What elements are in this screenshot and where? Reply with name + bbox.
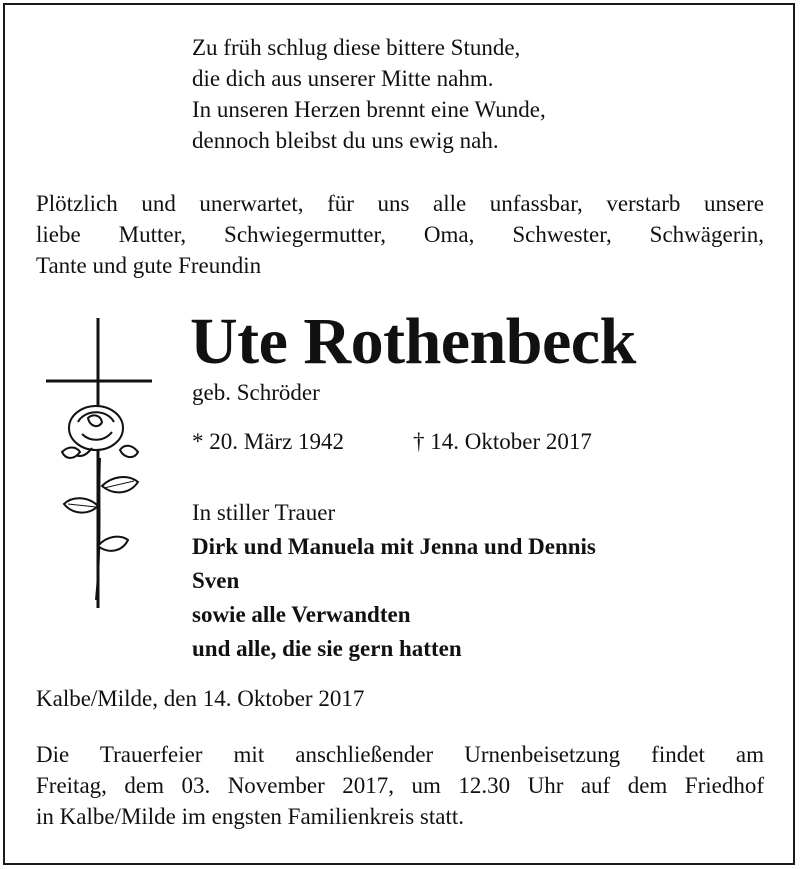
poem-line: In unseren Herzen brennt eine Wunde, bbox=[192, 97, 546, 122]
funeral-line: Die Trauerfeier mit anschließender Urnenbeisetzung findet am bbox=[36, 742, 764, 767]
mourner-line: Sven bbox=[192, 568, 240, 593]
mourning-intro: In stiller Trauer bbox=[192, 500, 336, 525]
deceased-name: Ute Rothenbeck bbox=[190, 305, 636, 378]
cross-rose-symbol bbox=[40, 318, 160, 618]
rose-icon bbox=[62, 406, 138, 600]
funeral-line: Freitag, dem 03. November 2017, um 12.30 Uhr auf dem Friedhof bbox=[36, 773, 764, 798]
funeral-line: in Kalbe/Milde im engsten Familienkreis statt. bbox=[36, 804, 464, 829]
funeral-info bbox=[36, 739, 764, 832]
place-date: Kalbe/Milde, den 14. Oktober 2017 bbox=[36, 686, 365, 711]
mourner-line: sowie alle Verwandten bbox=[192, 602, 411, 627]
mourners bbox=[192, 496, 596, 666]
poem-line: die dich aus unserer Mitte nahm. bbox=[192, 66, 494, 91]
announcement-line: Plötzlich und unerwartet, für uns alle unfassbar, verstarb unsere bbox=[36, 191, 764, 216]
death-date: † 14. Oktober 2017 bbox=[413, 429, 592, 454]
poem-line: Zu früh schlug diese bittere Stunde, bbox=[192, 35, 521, 60]
birth-date: * 20. März 1942 bbox=[192, 429, 345, 454]
mourner-line: Dirk und Manuela mit Jenna und Dennis bbox=[192, 534, 596, 559]
birth-name: geb. Schröder bbox=[192, 380, 320, 405]
announcement-line: liebe Mutter, Schwiegermutter, Oma, Schwester, Schwägerin, bbox=[36, 222, 764, 247]
poem-line: dennoch bleibst du uns ewig nah. bbox=[192, 128, 499, 153]
announcement-line: Tante und gute Freundin bbox=[36, 253, 262, 278]
poem bbox=[192, 32, 546, 156]
mourner-line: und alle, die sie gern hatten bbox=[192, 636, 462, 661]
announcement-text bbox=[36, 188, 764, 281]
